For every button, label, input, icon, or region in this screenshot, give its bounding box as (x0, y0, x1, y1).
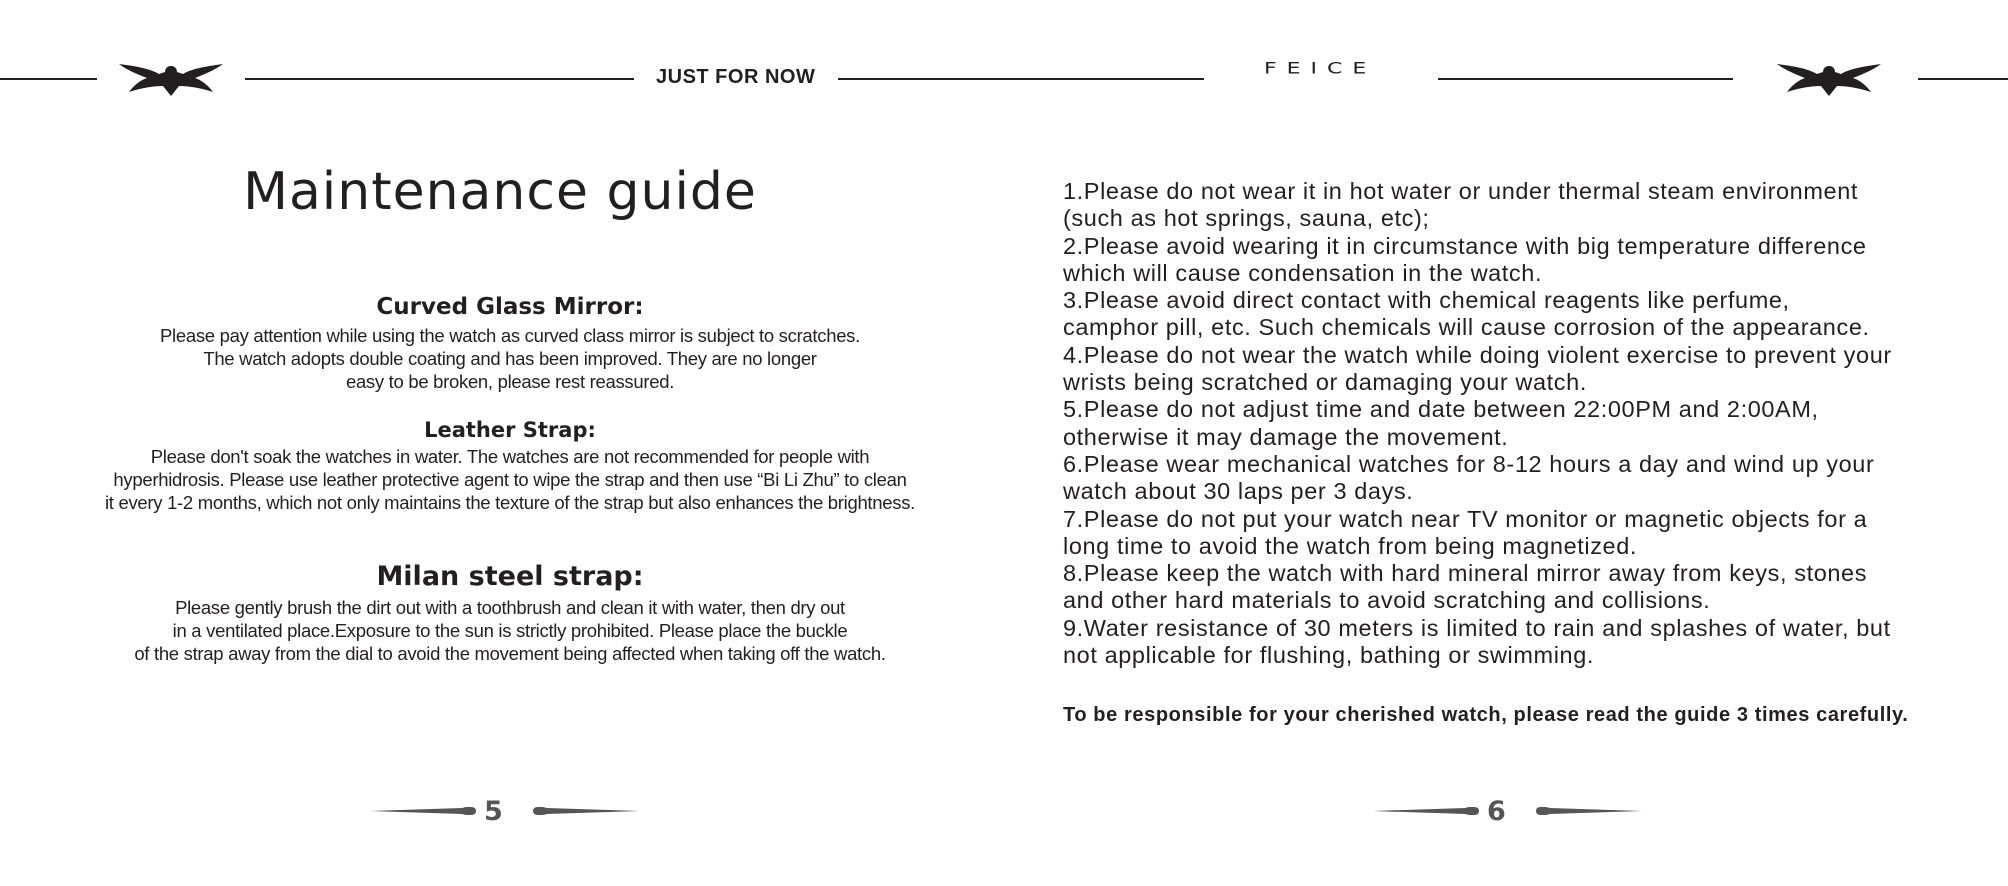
header-rule-left-b (245, 78, 634, 80)
page-number: 5 (484, 796, 503, 827)
rule-item: 2.Please avoid wearing it in circumstance with big temperature difference which will cause condensation in the watch. (1063, 232, 1867, 286)
ornament-right-icon (533, 804, 639, 818)
rule-item: 7.Please do not put your watch near TV monitor or magnetic objects for a long time to avoid the watch from being magnetized. (1063, 505, 1868, 559)
closing-note: To be responsible for your cherished watch, please read the guide 3 times carefully. (1063, 704, 1909, 726)
header-rule-center (838, 78, 1204, 80)
ornament-right-icon (1536, 804, 1642, 818)
brand-wordmark: FEICE (1264, 60, 1377, 78)
ornament-left-icon (1373, 804, 1479, 818)
section-heading: Leather Strap: (424, 418, 596, 442)
header-rule-left-a (0, 78, 97, 80)
rule-item: 4.Please do not wear the watch while doing violent exercise to prevent your wrists being scratched or damaging your watch. (1063, 341, 1892, 396)
header-rule-right-a (1438, 78, 1733, 80)
ornament-left-icon (370, 804, 476, 818)
header-rule-right-b (1918, 78, 2008, 80)
section-text: Please pay attention while using the watch as curved class mirror is subject to scratches. The watch adopts double coating and has been improved. They are no longer easy to be broken, please rest reassured. (160, 325, 860, 392)
rule-item: 6.Please wear mechanical watches for 8-12 hours a day and wind up your watch about 30 laps per 3 days. (1063, 450, 1875, 505)
section-heading: Curved Glass Mirror: (376, 294, 644, 320)
header-label: JUST FOR NOW (656, 66, 816, 88)
page-number: 6 (1487, 796, 1506, 827)
page-title: Maintenance guide (243, 162, 757, 222)
section-text: Please gently brush the dirt out with a toothbrush and clean it with water, then dry out in a ventilated place.Exposure to the sun is strictly prohibited. Please place the buckle of the strap away from the dial to avoid the movement being affected when taking off the watch. (134, 597, 886, 664)
rule-item: 5.Please do not adjust time and date between 22:00PM and 2:00AM, otherwise it may damage the movement. (1063, 396, 1819, 450)
section-milan-strap (0, 560, 1020, 665)
rules-list (1063, 178, 2003, 669)
rule-item: 9.Water resistance of 30 meters is limited to rain and splashes of water, but not applicable for flushing, bathing or swimming. (1063, 614, 1891, 669)
rule-item: 3.Please avoid direct contact with chemical reagents like perfume, camphor pill, etc. Such chemicals will cause corrosion of the appearance. (1063, 287, 1870, 341)
rule-item: 1.Please do not wear it in hot water or under thermal steam environment (such as hot springs, sauna, etc); (1063, 178, 1858, 232)
section-leather-strap (0, 417, 1020, 514)
section-heading: Milan steel strap: (376, 561, 644, 592)
section-text: Please don't soak the watches in water. The watches are not recommended for people with hyperhidrosis. Please use leather protective agent to wipe the strap and then use “Bi Li Zhu” to clean it every 1-2 months, which not only maintains the texture of the strap but also enhances the brightness. (105, 446, 915, 513)
section-curved-glass (0, 292, 1020, 393)
rule-item: 8.Please keep the watch with hard mineral mirror away from keys, stones and other hard materials to avoid scratching and collisions. (1063, 560, 1868, 614)
eagle-logo-icon (1777, 62, 1881, 96)
eagle-logo-icon (119, 62, 223, 96)
